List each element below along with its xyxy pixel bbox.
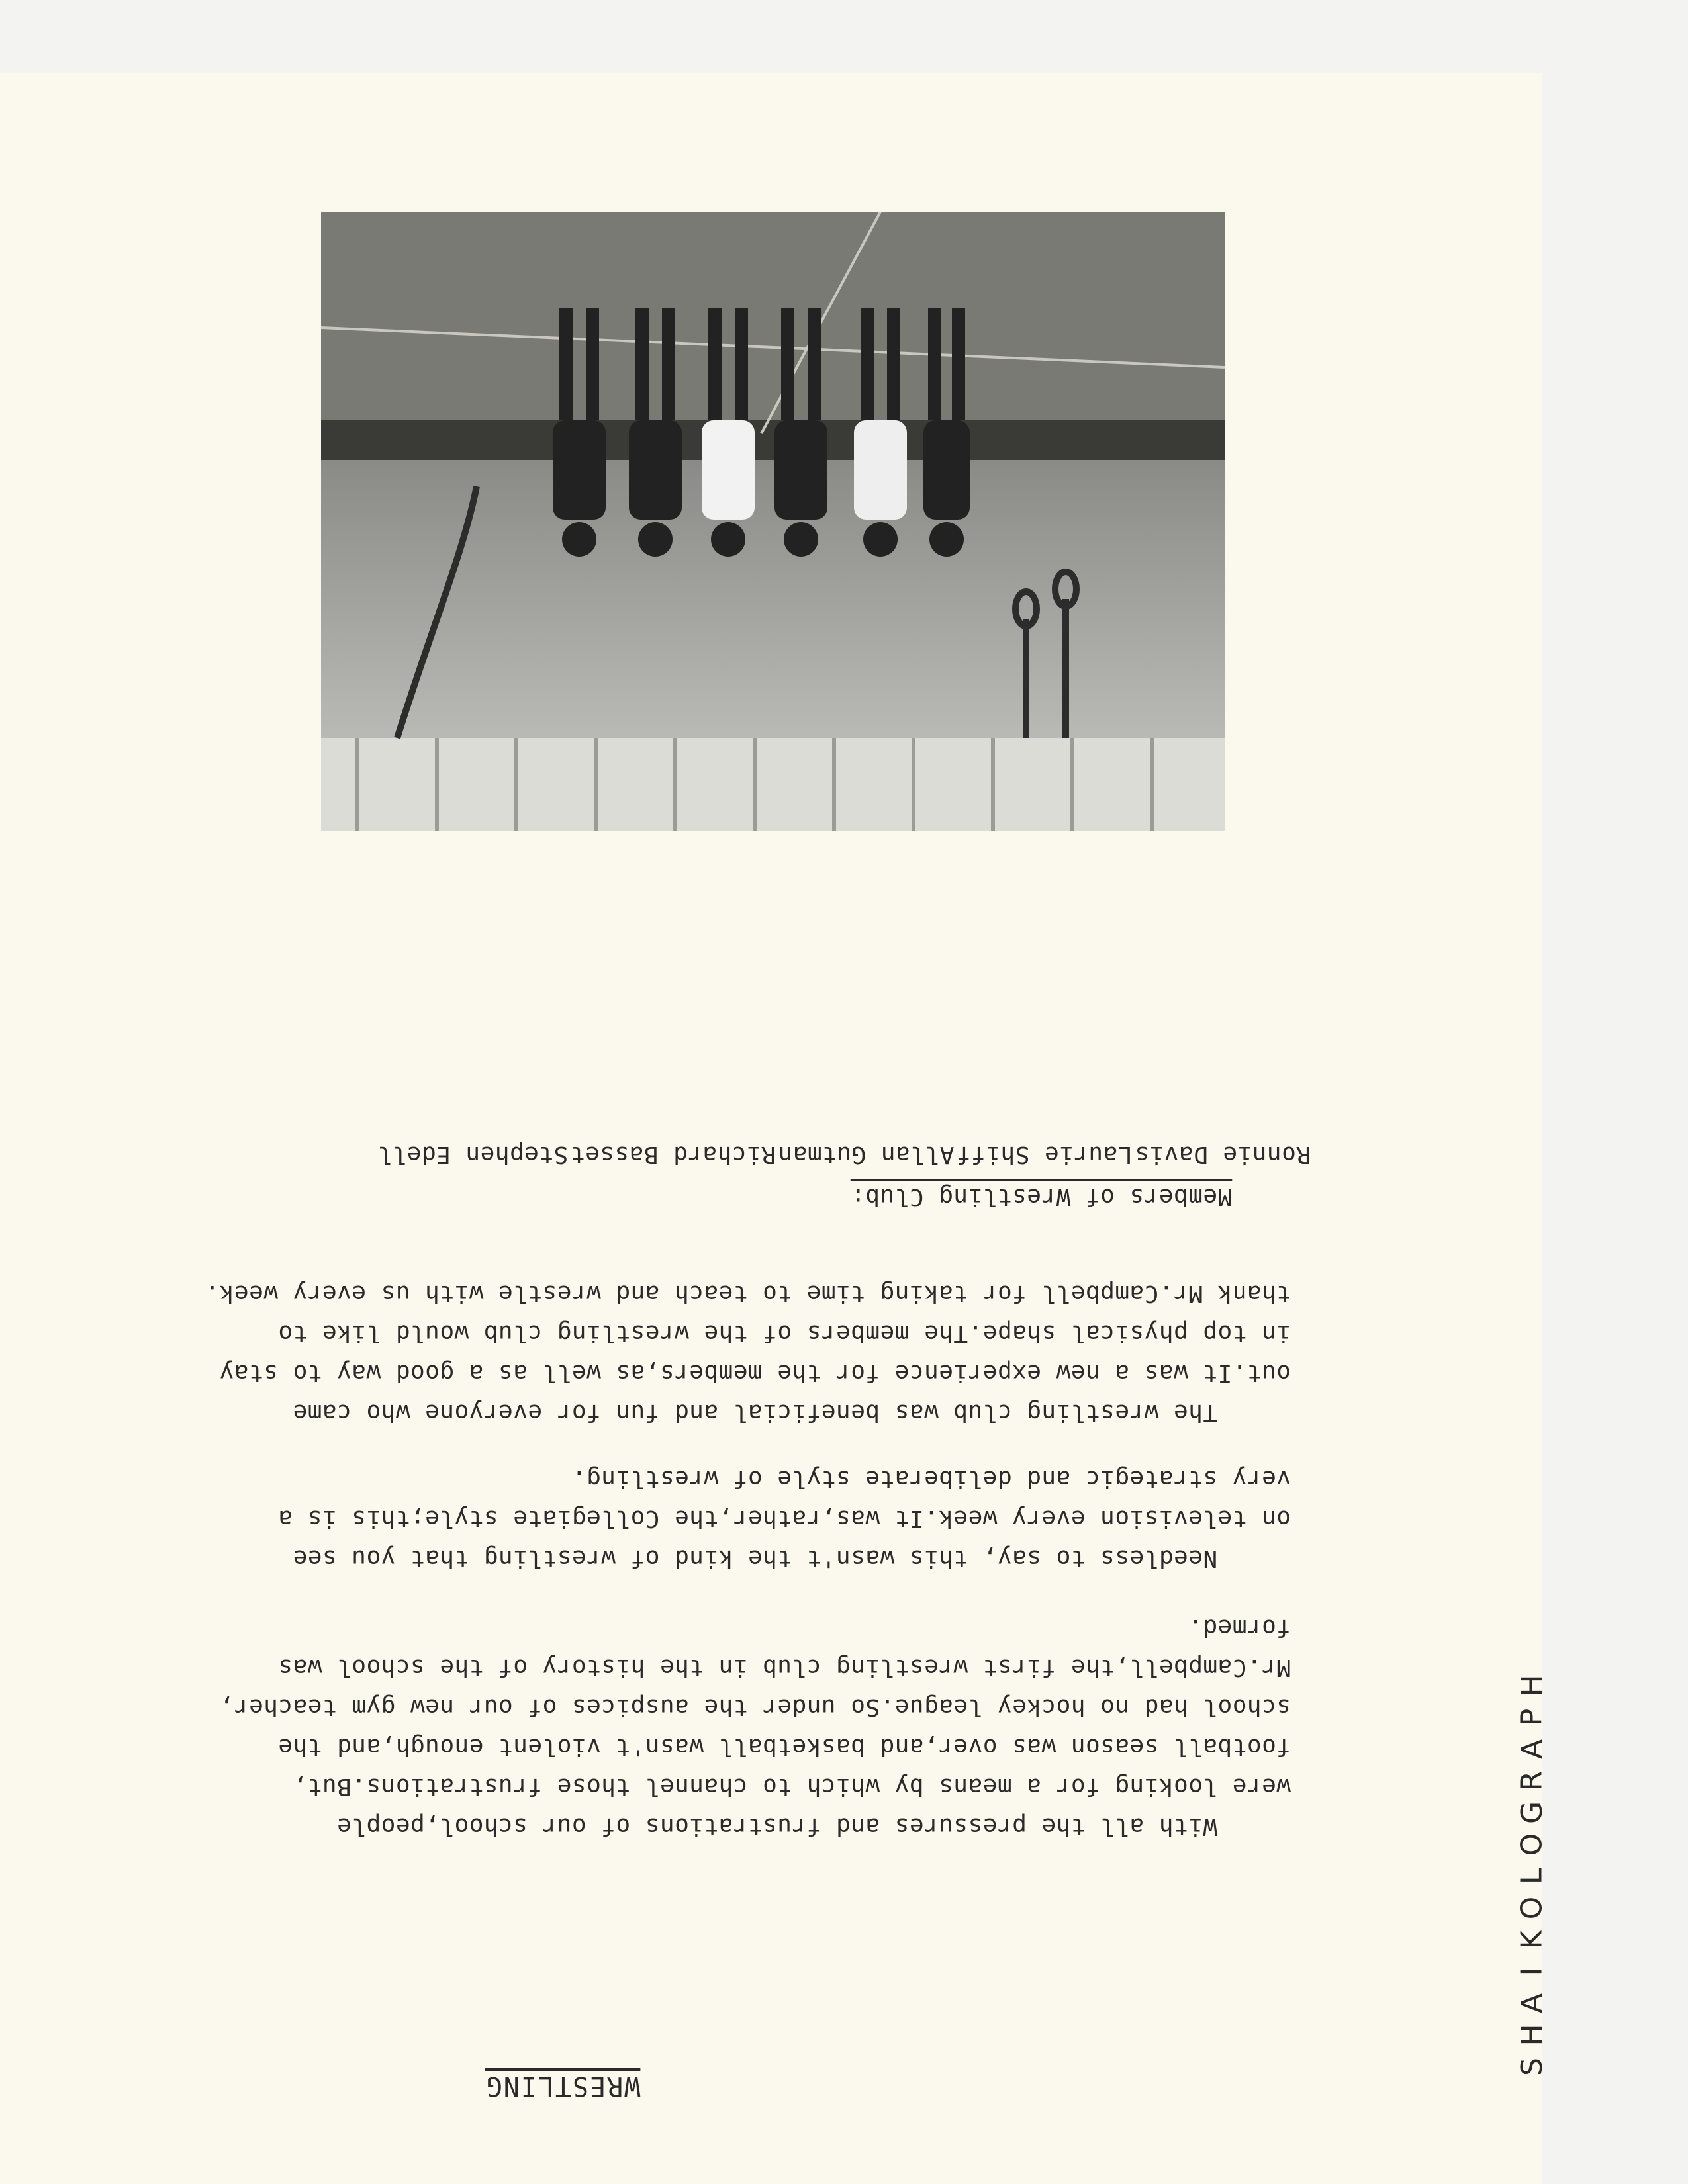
stamp-letter: G [1515,1801,1550,1825]
text-line: The wrestling club was beneficial and fun for everyone who came [293,1399,1291,1426]
text-line: Mr.Campbell,the first wrestling club in the history of the school was [278,1654,1291,1681]
text-line: very strategic and deliberate style of wrestling. [571,1465,1291,1492]
stamp-letter: H [1515,2024,1549,2046]
stamp-letter: O [1515,1896,1550,1920]
stamp-letter: R [1515,1770,1550,1792]
page-title [298,2071,827,2101]
members-label: Members of Wrestling Club: [850,1183,1233,1210]
members-heading [851,1156,1291,1238]
side-stamp [1516,1631,1549,2081]
stamp-letter: H [1515,1674,1549,1697]
stamp-letter: A [1515,1739,1550,1760]
text-line: Needless to say, this wasn't the kind of wrestling that you see [293,1545,1291,1572]
text-line: out.It was a new experience for the members,as well as a good way to stay [219,1359,1291,1387]
title-text: WRESTLING [485,2071,641,2101]
stamp-letter: K [1515,1930,1550,1950]
group-photo [321,212,1225,831]
text-line: on television every week.It was,rather,the Collegiate style;this is a [278,1505,1291,1532]
text-line: in top physical shape.The members of the wrestling club would like to [278,1320,1291,1347]
member-name: Laurie Shiff [956,1141,1133,1168]
text-line: formed. [1188,1614,1291,1641]
member-name: Ronnie Davis [1134,1141,1311,1168]
text-line: school had no hockey league.So under the auspices of our new gym teacher, [219,1694,1291,1721]
text-line: With all the pressures and frustrations of our school,people [336,1813,1291,1840]
member-name: Richard Basset [570,1141,776,1168]
group-photo-image [321,212,1225,831]
stamp-letter: O [1515,1833,1550,1856]
stamp-letter: I [1515,1967,1550,1976]
stamp-letter: A [1515,1993,1550,2014]
stamp-letter: P [1515,1708,1550,1727]
member-name: Stephen Edell [377,1141,569,1168]
stamp-letter: L [1515,1868,1550,1885]
text-line: football season was over,and basketball wasn't violent enough,and the [278,1733,1291,1760]
stamp-letter: S [1515,2058,1549,2076]
text-line: were looking for a means by which to channel those frustrations.But, [293,1773,1291,1800]
members-list [377,1141,1311,1168]
member-name: Allan Gutman [778,1141,955,1168]
text-line: thank Mr.Campbell for taking time to teach and wrestle with us every week. [205,1280,1291,1307]
